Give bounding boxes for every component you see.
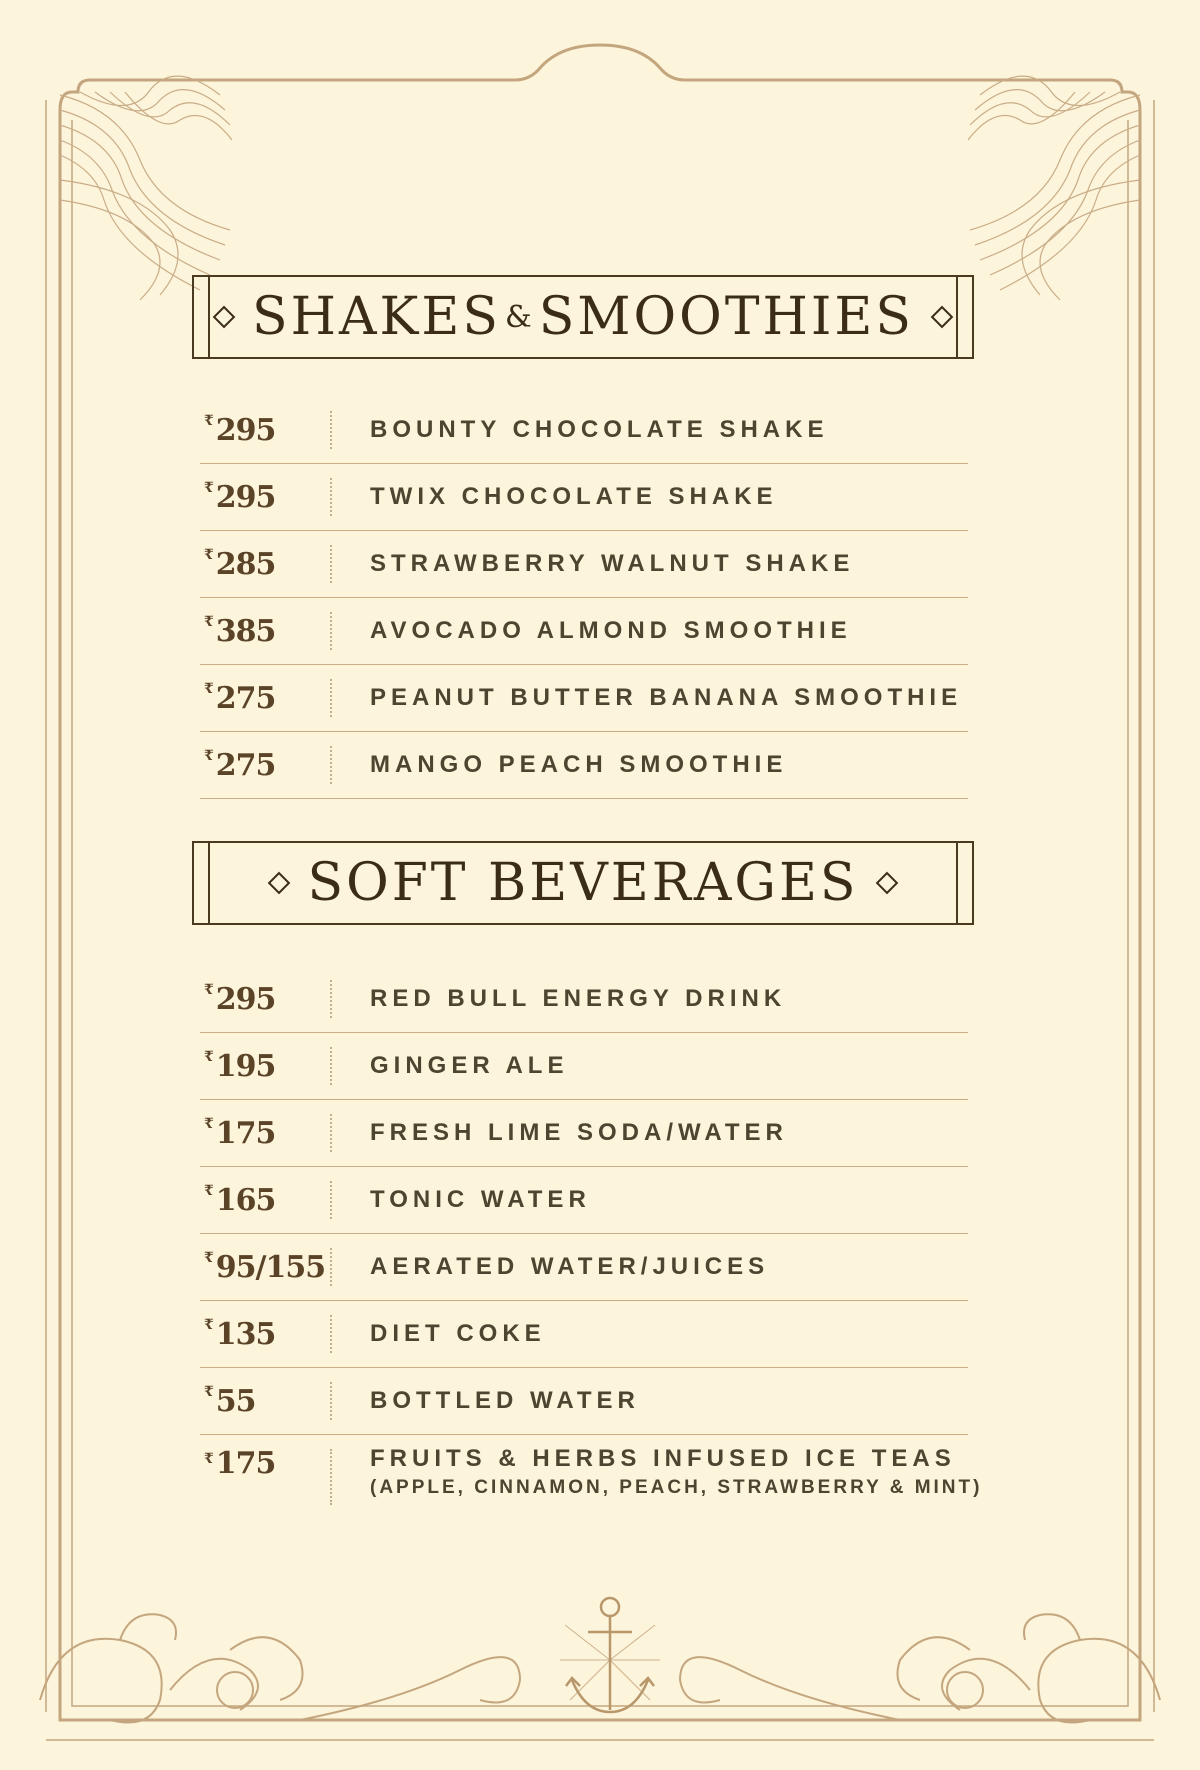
- dotted-divider: [330, 1248, 332, 1286]
- menu-item: [200, 732, 968, 799]
- item-name: STRAWBERRY WALNUT SHAKE: [370, 550, 855, 577]
- diamond-icon: [875, 872, 898, 895]
- item-price: ₹ 195: [204, 1048, 276, 1084]
- title-ampersand: &: [504, 299, 535, 335]
- diamond-icon: [213, 306, 236, 329]
- menu-item: [200, 665, 968, 732]
- corner-ornament-top-right: [968, 76, 1140, 300]
- item-title: FRUITS & HERBS INFUSED ICE TEAS: [370, 1445, 956, 1472]
- menu-list-soft-beverages: [200, 966, 983, 1511]
- item-price: ₹ 295: [204, 981, 276, 1017]
- item-name: BOTTLED WATER: [370, 1387, 640, 1414]
- dotted-divider: [330, 478, 332, 516]
- title-text: SOFT BEVERAGES: [307, 853, 859, 913]
- menu-list-shakes: [200, 397, 968, 799]
- item-subtitle: (APPLE, CINNAMON, PEACH, STRAWBERRY & MINT): [370, 1477, 983, 1498]
- item-name: PEANUT BUTTER BANANA SMOOTHIE: [370, 684, 963, 711]
- menu-item: [200, 598, 968, 665]
- item-price: ₹ 165: [204, 1182, 276, 1218]
- rupee-icon: ₹: [204, 1384, 213, 1400]
- item-price: ₹ 275: [204, 680, 276, 716]
- menu-item: [200, 1167, 968, 1234]
- rupee-icon: ₹: [204, 1451, 213, 1467]
- menu-item: [200, 966, 968, 1033]
- item-name: RED BULL ENERGY DRINK: [370, 985, 787, 1012]
- menu-item: [200, 1301, 968, 1368]
- section-title: [194, 843, 972, 923]
- diamond-icon: [268, 872, 291, 895]
- dotted-divider: [330, 1382, 332, 1420]
- dotted-divider: [330, 1047, 332, 1085]
- diamond-icon: [931, 306, 954, 329]
- title-part: SHAKES: [252, 287, 501, 347]
- item-price: ₹ 295: [204, 412, 276, 448]
- rupee-icon: ₹: [204, 1049, 213, 1065]
- item-price: ₹ 385: [204, 613, 276, 649]
- rupee-icon: ₹: [204, 1183, 213, 1199]
- item-price: ₹ 135: [204, 1316, 276, 1352]
- menu-item: [200, 1033, 968, 1100]
- rupee-icon: ₹: [204, 480, 213, 496]
- dotted-divider: [330, 1315, 332, 1353]
- rupee-icon: ₹: [204, 681, 213, 697]
- item-name: AVOCADO ALMOND SMOOTHIE: [370, 617, 852, 644]
- rupee-icon: ₹: [204, 1317, 213, 1333]
- item-price: ₹ 175: [204, 1115, 276, 1151]
- dotted-divider: [330, 545, 332, 583]
- dotted-divider: [330, 1449, 332, 1505]
- dotted-divider: [330, 1114, 332, 1152]
- menu-item: [200, 1234, 968, 1301]
- item-name: MANGO PEACH SMOOTHIE: [370, 751, 788, 778]
- dotted-divider: [330, 411, 332, 449]
- rupee-icon: ₹: [204, 748, 213, 764]
- dotted-divider: [330, 612, 332, 650]
- item-name: BOUNTY CHOCOLATE SHAKE: [370, 416, 829, 443]
- item-price: ₹ 275: [204, 747, 276, 783]
- rupee-icon: ₹: [204, 547, 213, 563]
- menu-item: [200, 397, 968, 464]
- item-price: ₹ 295: [204, 479, 276, 515]
- title-part: SMOOTHIES: [538, 287, 914, 347]
- item-price: ₹ 55: [204, 1383, 256, 1419]
- item-name: FRESH LIME SODA/WATER: [370, 1119, 788, 1146]
- menu-item: [200, 1368, 968, 1435]
- dotted-divider: [330, 746, 332, 784]
- item-name: GINGER ALE: [370, 1052, 569, 1079]
- rupee-icon: ₹: [204, 1250, 213, 1266]
- menu-item: [200, 1435, 983, 1511]
- dotted-divider: [330, 980, 332, 1018]
- section-header-soft-beverages: [192, 841, 974, 925]
- menu-item: [200, 464, 968, 531]
- rupee-icon: ₹: [204, 1116, 213, 1132]
- item-name: AERATED WATER/JUICES: [370, 1253, 770, 1280]
- rupee-icon: ₹: [204, 982, 213, 998]
- item-name: TONIC WATER: [370, 1186, 591, 1213]
- menu-item: [200, 1100, 968, 1167]
- menu-item: [200, 531, 968, 598]
- rupee-icon: ₹: [204, 614, 213, 630]
- item-name: TWIX CHOCOLATE SHAKE: [370, 483, 778, 510]
- dotted-divider: [330, 679, 332, 717]
- corner-ornament-top-left: [60, 76, 232, 300]
- dotted-divider: [330, 1181, 332, 1219]
- item-name: DIET COKE: [370, 1320, 546, 1347]
- section-title: [194, 277, 972, 357]
- section-header-shakes: [192, 275, 974, 359]
- item-price: ₹ 95/155: [204, 1249, 326, 1285]
- rupee-icon: ₹: [204, 413, 213, 429]
- item-name: [370, 1445, 982, 1499]
- anchor-icon: [560, 1598, 660, 1712]
- item-price: ₹ 175: [204, 1445, 276, 1481]
- item-price: ₹ 285: [204, 546, 276, 582]
